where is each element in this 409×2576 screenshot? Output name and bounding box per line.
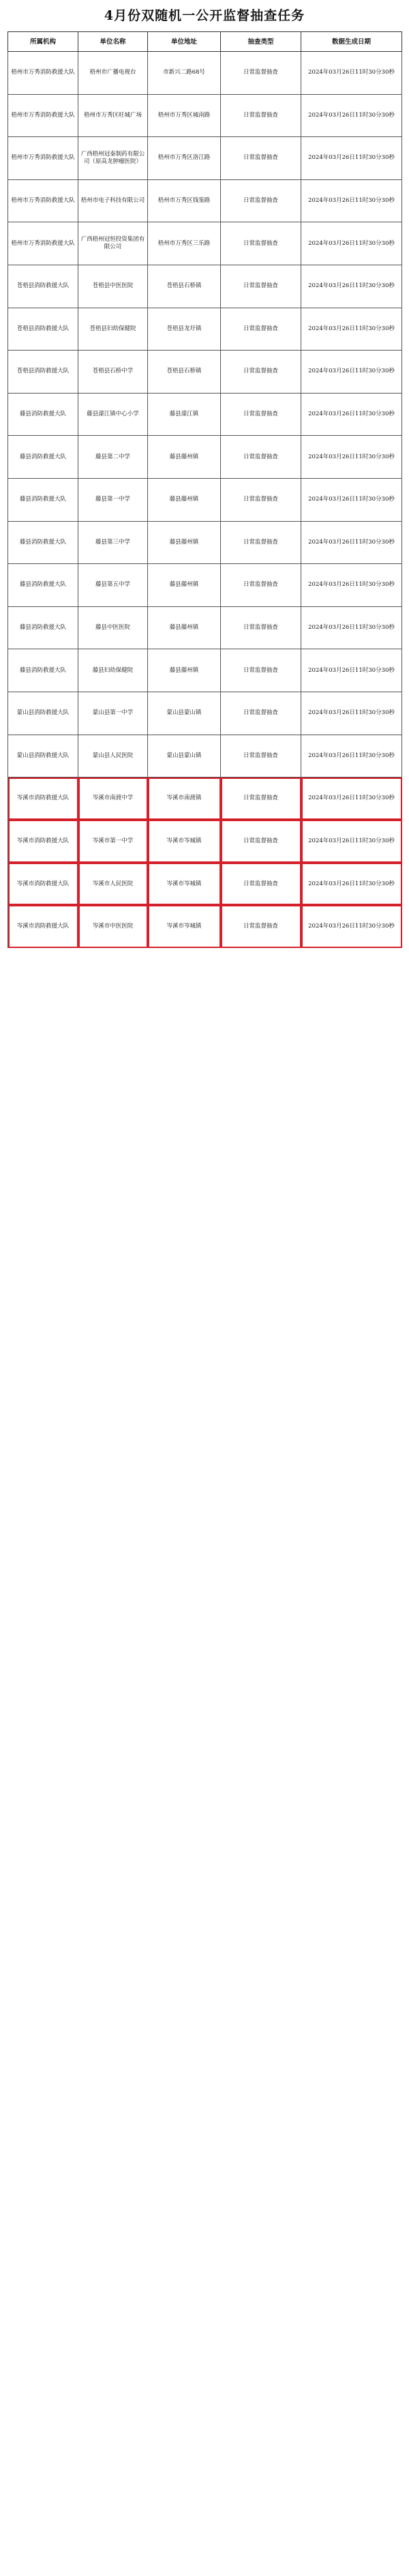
table-row-highlighted [8, 863, 402, 906]
cell-check-type: 日常监督抽查 [221, 863, 301, 906]
cell-date: 2024年03月26日11时30分30秒 [301, 649, 402, 692]
cell-address: 梧州市万秀区洛江路 [148, 137, 221, 180]
cell-date: 2024年03月26日11时30分30秒 [301, 692, 402, 735]
table-row [8, 649, 402, 692]
cell-check-type: 日常监督抽查 [221, 521, 301, 564]
cell-agency: 蒙山县消防救援大队 [8, 692, 78, 735]
table-row [8, 521, 402, 564]
cell-agency: 梧州市万秀消防救援大队 [8, 52, 78, 95]
cell-date: 2024年03月26日11时30分30秒 [301, 905, 402, 948]
table-row [8, 94, 402, 137]
table-row [8, 436, 402, 479]
cell-address: 藤县濛江镇 [148, 393, 221, 436]
cell-check-type: 日常监督抽查 [221, 606, 301, 649]
cell-check-type: 日常监督抽查 [221, 179, 301, 222]
cell-unit-name: 藤县濛江镇中心小学 [78, 393, 148, 436]
cell-address: 蒙山县蒙山镇 [148, 692, 221, 735]
cell-unit-name: 岑溪市南渡中学 [78, 778, 148, 820]
table-row [8, 393, 402, 436]
cell-address: 藤县藤州镇 [148, 564, 221, 607]
cell-unit-name: 广西梧州冠恒投资集团有限公司 [78, 222, 148, 265]
table-row [8, 735, 402, 778]
table-row [8, 179, 402, 222]
cell-agency: 岑溪市消防救援大队 [8, 905, 78, 948]
cell-agency: 藤县消防救援大队 [8, 606, 78, 649]
cell-agency: 梧州市万秀消防救援大队 [8, 94, 78, 137]
cell-address: 岑溪市岑城镇 [148, 820, 221, 863]
cell-address: 梧州市万秀区钱鉴路 [148, 179, 221, 222]
cell-date: 2024年03月26日11时30分30秒 [301, 478, 402, 521]
cell-agency: 岑溪市消防救援大队 [8, 820, 78, 863]
table-row [8, 478, 402, 521]
cell-agency: 苍梧县消防救援大队 [8, 308, 78, 351]
cell-agency: 藤县消防救援大队 [8, 393, 78, 436]
cell-agency: 岑溪市消防救援大队 [8, 863, 78, 906]
cell-date: 2024年03月26日11时30分30秒 [301, 94, 402, 137]
header-row [8, 32, 402, 52]
cell-unit-name: 蒙山县第一中学 [78, 692, 148, 735]
cell-date: 2024年03月26日11时30分30秒 [301, 222, 402, 265]
cell-unit-name: 苍梧县妇幼保健院 [78, 308, 148, 351]
table-row [8, 351, 402, 394]
cell-agency: 梧州市万秀消防救援大队 [8, 137, 78, 180]
cell-check-type: 日常监督抽查 [221, 564, 301, 607]
cell-unit-name: 岑溪市人民医院 [78, 863, 148, 906]
header-check-type: 抽查类型 [221, 32, 301, 52]
cell-address: 苍梧县龙圩镇 [148, 308, 221, 351]
table-row [8, 564, 402, 607]
cell-date: 2024年03月26日11时30分30秒 [301, 735, 402, 778]
header-address: 单位地址 [148, 32, 221, 52]
cell-check-type: 日常监督抽查 [221, 265, 301, 308]
table-row [8, 137, 402, 180]
cell-date: 2024年03月26日11时30分30秒 [301, 265, 402, 308]
cell-check-type: 日常监督抽查 [221, 905, 301, 948]
cell-unit-name: 岑溪市第一中学 [78, 820, 148, 863]
cell-agency: 苍梧县消防救援大队 [8, 265, 78, 308]
table-row [8, 222, 402, 265]
cell-address: 苍梧县石桥镇 [148, 265, 221, 308]
cell-agency: 藤县消防救援大队 [8, 521, 78, 564]
cell-date: 2024年03月26日11时30分30秒 [301, 308, 402, 351]
cell-address: 岑溪市岑城镇 [148, 863, 221, 906]
table-row-highlighted [8, 905, 402, 948]
cell-address: 藤县藤州镇 [148, 478, 221, 521]
header-unit-name: 单位名称 [78, 32, 148, 52]
cell-agency: 藤县消防救援大队 [8, 436, 78, 479]
table-row [8, 308, 402, 351]
cell-unit-name: 苍梧县中医医院 [78, 265, 148, 308]
cell-unit-name: 藤县中医医院 [78, 606, 148, 649]
cell-date: 2024年03月26日11时30分30秒 [301, 820, 402, 863]
cell-agency: 藤县消防救援大队 [8, 478, 78, 521]
cell-date: 2024年03月26日11时30分30秒 [301, 52, 402, 95]
cell-agency: 梧州市万秀消防救援大队 [8, 179, 78, 222]
cell-check-type: 日常监督抽查 [221, 478, 301, 521]
cell-address: 岑溪市岑城镇 [148, 905, 221, 948]
cell-address: 藤县藤州镇 [148, 521, 221, 564]
cell-address: 藤县藤州镇 [148, 649, 221, 692]
cell-address: 梧州市万秀区城南路 [148, 94, 221, 137]
cell-address: 苍梧县石桥镇 [148, 351, 221, 394]
table-wrapper [0, 31, 409, 948]
cell-unit-name: 藤县第五中学 [78, 564, 148, 607]
cell-date: 2024年03月26日11时30分30秒 [301, 606, 402, 649]
cell-date: 2024年03月26日11时30分30秒 [301, 863, 402, 906]
header-agency: 所属机构 [8, 32, 78, 52]
cell-check-type: 日常监督抽查 [221, 436, 301, 479]
cell-unit-name: 藤县第一中学 [78, 478, 148, 521]
cell-date: 2024年03月26日11时30分30秒 [301, 521, 402, 564]
table-row [8, 265, 402, 308]
table-row [8, 692, 402, 735]
cell-date: 2024年03月26日11时30分30秒 [301, 179, 402, 222]
cell-check-type: 日常监督抽查 [221, 692, 301, 735]
cell-date: 2024年03月26日11时30分30秒 [301, 778, 402, 820]
cell-address: 藤县藤州镇 [148, 606, 221, 649]
cell-check-type: 日常监督抽查 [221, 308, 301, 351]
page-title: 4月份双随机一公开监督抽查任务 [104, 8, 305, 23]
cell-unit-name: 蒙山县人民医院 [78, 735, 148, 778]
cell-unit-name: 岑溪市中医医院 [78, 905, 148, 948]
cell-address: 岑溪市南渡镇 [148, 778, 221, 820]
cell-date: 2024年03月26日11时30分30秒 [301, 436, 402, 479]
cell-date: 2024年03月26日11时30分30秒 [301, 137, 402, 180]
cell-agency: 蒙山县消防救援大队 [8, 735, 78, 778]
table-row [8, 52, 402, 95]
cell-date: 2024年03月26日11时30分30秒 [301, 393, 402, 436]
cell-check-type: 日常监督抽查 [221, 393, 301, 436]
cell-unit-name: 梧州市万秀区旺城广场 [78, 94, 148, 137]
cell-agency: 梧州市万秀消防救援大队 [8, 222, 78, 265]
cell-unit-name: 苍梧县石桥中学 [78, 351, 148, 394]
table-row-highlighted [8, 820, 402, 863]
cell-unit-name: 梧州市电子科技有限公司 [78, 179, 148, 222]
cell-agency: 藤县消防救援大队 [8, 649, 78, 692]
cell-check-type: 日常监督抽查 [221, 649, 301, 692]
table-row-highlighted [8, 778, 402, 820]
cell-address: 藤县藤州镇 [148, 436, 221, 479]
cell-unit-name: 广西梧州冠泰制药有限公司（原高龙肿瘤医院） [78, 137, 148, 180]
cell-check-type: 日常监督抽查 [221, 778, 301, 820]
cell-check-type: 日常监督抽查 [221, 94, 301, 137]
cell-agency: 藤县消防救援大队 [8, 564, 78, 607]
cell-address: 市新兴二路68号 [148, 52, 221, 95]
cell-check-type: 日常监督抽查 [221, 351, 301, 394]
cell-unit-name: 藤县妇幼保健院 [78, 649, 148, 692]
task-table [7, 31, 402, 948]
header-date: 数据生成日期 [301, 32, 402, 52]
cell-check-type: 日常监督抽查 [221, 735, 301, 778]
cell-agency: 岑溪市消防救援大队 [8, 778, 78, 820]
cell-address: 蒙山县蒙山镇 [148, 735, 221, 778]
cell-agency: 苍梧县消防救援大队 [8, 351, 78, 394]
cell-unit-name: 梧州市广播电视台 [78, 52, 148, 95]
cell-check-type: 日常监督抽查 [221, 222, 301, 265]
cell-date: 2024年03月26日11时30分30秒 [301, 564, 402, 607]
cell-address: 梧州市万秀区三乐路 [148, 222, 221, 265]
cell-unit-name: 藤县第二中学 [78, 436, 148, 479]
table-row [8, 606, 402, 649]
cell-unit-name: 藤县第三中学 [78, 521, 148, 564]
cell-check-type: 日常监督抽查 [221, 820, 301, 863]
cell-check-type: 日常监督抽查 [221, 52, 301, 95]
cell-check-type: 日常监督抽查 [221, 137, 301, 180]
cell-date: 2024年03月26日11时30分30秒 [301, 351, 402, 394]
